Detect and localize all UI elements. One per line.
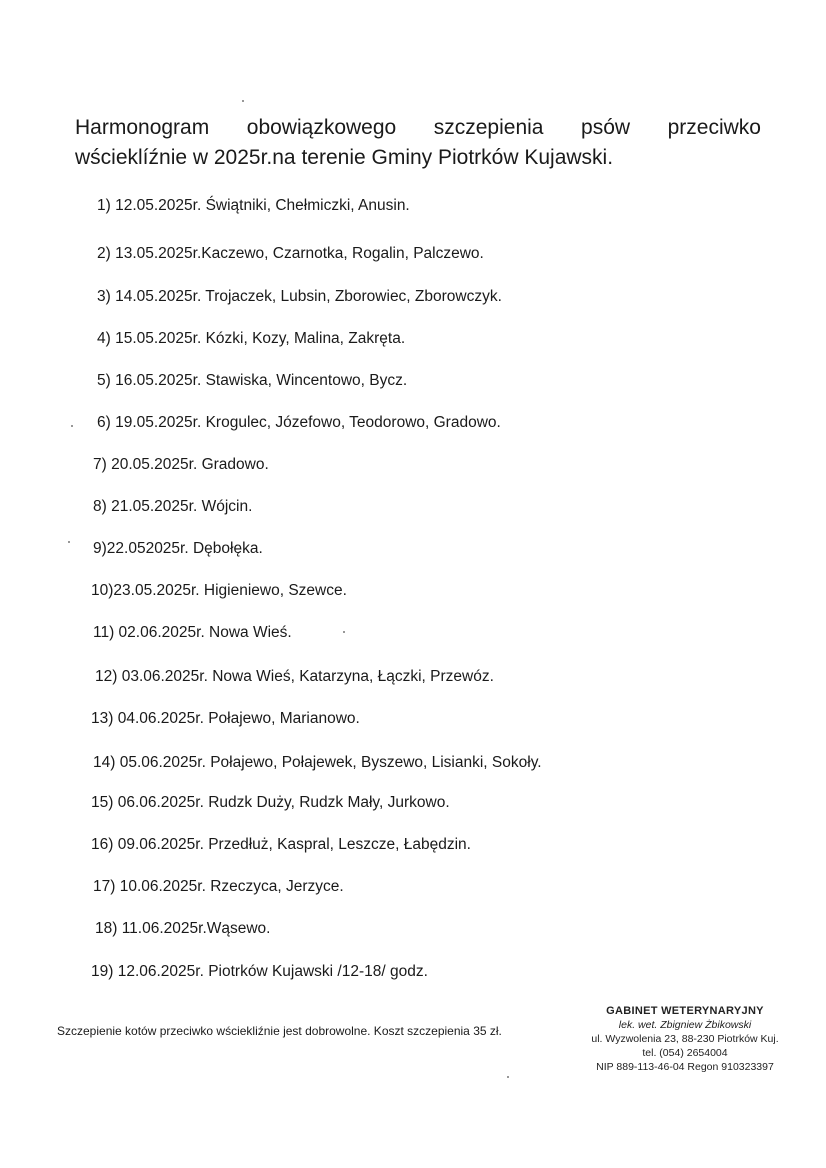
list-item: 15) 06.06.2025r. Rudzk Duży, Rudzk Mały, Jurkowo. [91,794,450,811]
list-item: 11) 02.06.2025r. Nowa Wieś. [93,624,292,641]
list-item: 16) 09.06.2025r. Przedłuż, Kaspral, Leszcze, Łabędzin. [91,836,471,853]
list-item: 14) 05.06.2025r. Połajewo, Połajewek, Byszewo, Lisianki, Sokoły. [93,754,542,771]
list-item: 7) 20.05.2025r. Gradowo. [93,456,269,473]
title-line-1: Harmonogram obowiązkowego szczepienia psów przeciwko [75,116,761,139]
stamp-phone: tel. (054) 2654004 [642,1047,728,1059]
list-item: 5) 16.05.2025r. Stawiska, Wincentowo, Bycz. [97,372,408,389]
scan-speck [343,631,345,633]
list-item: 18) 11.06.2025r.Wąsewo. [95,920,271,937]
scan-speck [242,100,244,102]
list-item: 1) 12.05.2025r. Świątniki, Chełmiczki, Anusin. [97,197,410,214]
cat-vaccination-note: Szczepienie kotów przeciwko wściekliźnie jest dobrowolne. Koszt szczepienia 35 zł. [57,1024,502,1038]
list-item: 3) 14.05.2025r. Trojaczek, Lubsin, Zborowiec, Zborowczyk. [97,288,502,305]
stamp-clinic-name: GABINET WETERYNARYJNY [606,1005,764,1017]
stamp-address: ul. Wyzwolenia 23, 88-230 Piotrków Kuj. [591,1033,779,1045]
scan-speck [71,425,73,427]
scan-speck [507,1076,509,1078]
list-item: 6) 19.05.2025r. Krogulec, Józefowo, Teodorowo, Gradowo. [97,414,501,431]
stamp-ids: NIP 889-113-46-04 Regon 910323397 [596,1061,774,1073]
scan-speck [68,541,70,543]
list-item: 10)23.05.2025r. Higieniewo, Szewce. [91,582,347,599]
list-item: 12) 03.06.2025r. Nowa Wieś, Katarzyna, Łączki, Przewóz. [95,668,494,685]
clinic-stamp [585,1004,785,1074]
list-item: 4) 15.05.2025r. Kózki, Kozy, Malina, Zakręta. [97,330,406,347]
stamp-doctor: lek. wet. Zbigniew Żbikowski [618,1019,752,1031]
list-item: 9)22.052025r. Dębołęka. [93,540,263,557]
list-item: 8) 21.05.2025r. Wójcin. [93,498,253,515]
list-item: 13) 04.06.2025r. Połajewo, Marianowo. [91,710,360,727]
list-item: 2) 13.05.2025r.Kaczewo, Czarnotka, Rogalin, Palczewo. [97,245,484,262]
title-line-2: wścieklíźnie w 2025r.na terenie Gminy Piotrków Kujawski. [75,146,614,169]
list-item: 19) 12.06.2025r. Piotrków Kujawski /12-18/ godz. [91,963,428,980]
list-item: 17) 10.06.2025r. Rzeczyca, Jerzyce. [93,878,344,895]
